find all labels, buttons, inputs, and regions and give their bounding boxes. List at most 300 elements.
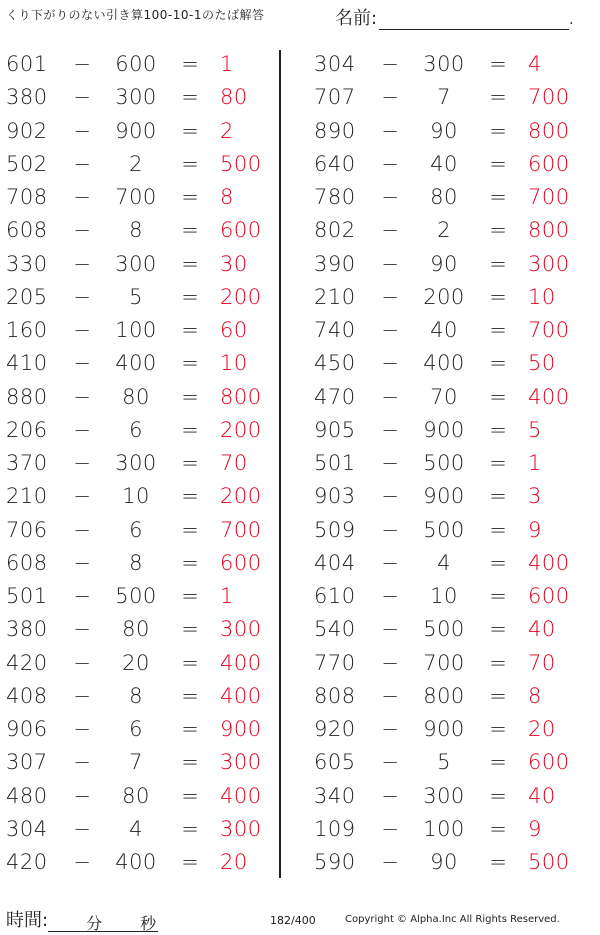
minuend: 903 <box>314 484 356 509</box>
minus-sign: − <box>73 85 91 110</box>
subtrahend: 400 <box>115 351 157 376</box>
name-blank-line[interactable] <box>379 13 569 30</box>
answer: 40 <box>528 617 556 642</box>
minus-sign: − <box>73 683 91 708</box>
subtrahend: 10 <box>122 484 150 509</box>
subtrahend: 400 <box>115 850 157 874</box>
problem-row <box>0 780 290 813</box>
subtrahend: 40 <box>430 318 458 342</box>
problem-row <box>308 48 598 81</box>
problem-row <box>0 514 290 547</box>
minuend: 540 <box>314 617 356 642</box>
problem-row <box>308 115 598 148</box>
minus-sign: − <box>73 783 91 808</box>
minuend: 707 <box>314 85 356 110</box>
minuend: 206 <box>6 417 48 442</box>
answer: 20 <box>528 717 556 741</box>
minuend: 706 <box>6 517 48 542</box>
subtrahend: 100 <box>423 816 465 841</box>
subtrahend: 4 <box>437 550 451 575</box>
equals-sign: = <box>181 850 199 874</box>
problem-row <box>0 314 290 347</box>
answer: 50 <box>528 351 556 376</box>
minus-sign: − <box>73 318 91 342</box>
subtrahend: 4 <box>129 816 143 841</box>
problem-row <box>0 680 290 713</box>
equals-sign: = <box>181 351 199 376</box>
answer: 300 <box>220 750 262 775</box>
minuend: 404 <box>314 550 356 575</box>
problem-row <box>0 846 290 879</box>
equals-sign: = <box>181 650 199 675</box>
answer: 30 <box>220 251 248 276</box>
minuend: 210 <box>6 484 48 509</box>
subtrahend: 300 <box>423 783 465 808</box>
minuend: 708 <box>6 185 48 209</box>
problem-row <box>0 81 290 114</box>
minus-sign: − <box>381 783 399 808</box>
minus-sign: − <box>73 417 91 442</box>
equals-sign: = <box>489 717 507 741</box>
subtrahend: 2 <box>129 151 143 176</box>
minus-sign: − <box>381 584 399 608</box>
answer: 400 <box>220 650 262 675</box>
minuend: 304 <box>314 52 356 76</box>
minus-sign: − <box>73 550 91 575</box>
subtrahend: 600 <box>115 52 157 76</box>
equals-sign: = <box>489 284 507 309</box>
equals-sign: = <box>489 451 507 475</box>
problem-row <box>308 547 598 580</box>
subtrahend: 200 <box>423 284 465 309</box>
minus-sign: − <box>381 118 399 143</box>
subtrahend: 8 <box>129 550 143 575</box>
equals-sign: = <box>489 517 507 542</box>
minuend: 160 <box>6 318 48 342</box>
minus-sign: − <box>381 484 399 509</box>
minus-sign: − <box>73 617 91 642</box>
minuend: 590 <box>314 850 356 874</box>
minuend: 370 <box>6 451 48 475</box>
minuend: 470 <box>314 384 356 409</box>
minus-sign: − <box>73 816 91 841</box>
name-label: 名前: <box>335 8 378 29</box>
problem-row <box>308 613 598 646</box>
minuend: 304 <box>6 816 48 841</box>
answer: 800 <box>528 218 570 243</box>
answer: 400 <box>528 384 570 409</box>
problem-row <box>0 48 290 81</box>
problem-row <box>0 148 290 181</box>
problem-row <box>308 746 598 779</box>
equals-sign: = <box>489 185 507 209</box>
equals-sign: = <box>181 417 199 442</box>
minuend: 780 <box>314 185 356 209</box>
problem-row <box>308 780 598 813</box>
equals-sign: = <box>489 484 507 509</box>
subtrahend: 5 <box>129 284 143 309</box>
minus-sign: − <box>73 118 91 143</box>
answer: 8 <box>528 683 542 708</box>
problem-row <box>308 214 598 247</box>
subtrahend: 400 <box>423 351 465 376</box>
answer: 700 <box>528 318 570 342</box>
minus-sign: − <box>381 750 399 775</box>
answer: 40 <box>528 783 556 808</box>
minuend: 205 <box>6 284 48 309</box>
equals-sign: = <box>489 417 507 442</box>
minuend: 808 <box>314 683 356 708</box>
minus-sign: − <box>381 850 399 874</box>
problem-row <box>0 480 290 513</box>
problem-row <box>308 514 598 547</box>
subtrahend: 8 <box>129 683 143 708</box>
subtrahend: 500 <box>115 584 157 608</box>
problem-row <box>308 846 598 879</box>
problem-row <box>0 580 290 613</box>
subtrahend: 7 <box>437 85 451 110</box>
minus-sign: − <box>73 384 91 409</box>
minus-sign: − <box>73 850 91 874</box>
minuend: 880 <box>6 384 48 409</box>
subtrahend: 100 <box>115 318 157 342</box>
equals-sign: = <box>181 584 199 608</box>
minus-sign: − <box>381 451 399 475</box>
minuend: 210 <box>314 284 356 309</box>
answer: 3 <box>528 484 542 509</box>
subtrahend: 10 <box>430 584 458 608</box>
time-label: 時間: <box>6 910 49 931</box>
equals-sign: = <box>489 683 507 708</box>
problem-row <box>0 214 290 247</box>
subtrahend: 900 <box>423 484 465 509</box>
answer: 500 <box>528 850 570 874</box>
equals-sign: = <box>489 218 507 243</box>
subtrahend: 700 <box>423 650 465 675</box>
minuend: 501 <box>314 451 356 475</box>
subtrahend: 500 <box>423 451 465 475</box>
minuend: 740 <box>314 318 356 342</box>
answer: 200 <box>220 417 262 442</box>
minuend: 307 <box>6 750 48 775</box>
minus-sign: − <box>381 650 399 675</box>
problem-row <box>308 148 598 181</box>
equals-sign: = <box>181 118 199 143</box>
answer: 800 <box>220 384 262 409</box>
right-problem-column <box>308 48 598 879</box>
minus-sign: − <box>381 384 399 409</box>
equals-sign: = <box>489 617 507 642</box>
problem-row <box>0 647 290 680</box>
minus-sign: − <box>381 550 399 575</box>
minus-sign: − <box>73 650 91 675</box>
minuend: 420 <box>6 850 48 874</box>
subtrahend: 70 <box>430 384 458 409</box>
subtrahend: 7 <box>129 750 143 775</box>
problem-row <box>0 713 290 746</box>
subtrahend: 6 <box>129 717 143 741</box>
answer: 300 <box>220 816 262 841</box>
equals-sign: = <box>489 584 507 608</box>
minuend: 450 <box>314 351 356 376</box>
equals-sign: = <box>181 284 199 309</box>
answer: 200 <box>220 284 262 309</box>
subtrahend: 300 <box>423 52 465 76</box>
answer: 200 <box>220 484 262 509</box>
subtrahend: 80 <box>122 617 150 642</box>
subtrahend: 300 <box>115 85 157 110</box>
problem-row <box>0 281 290 314</box>
answer: 400 <box>220 683 262 708</box>
answer: 2 <box>220 118 234 143</box>
subtrahend: 8 <box>129 218 143 243</box>
subtrahend: 2 <box>437 218 451 243</box>
minus-sign: − <box>73 517 91 542</box>
equals-sign: = <box>181 816 199 841</box>
equals-sign: = <box>489 650 507 675</box>
equals-sign: = <box>181 251 199 276</box>
minuend: 340 <box>314 783 356 808</box>
minus-sign: − <box>381 85 399 110</box>
equals-sign: = <box>181 218 199 243</box>
answer: 4 <box>528 52 542 76</box>
equals-sign: = <box>181 617 199 642</box>
minus-sign: − <box>381 816 399 841</box>
equals-sign: = <box>181 783 199 808</box>
subtrahend: 40 <box>430 151 458 176</box>
problem-row <box>0 447 290 480</box>
equals-sign: = <box>181 85 199 110</box>
answer: 60 <box>220 318 248 342</box>
minus-sign: − <box>381 318 399 342</box>
minus-sign: − <box>73 484 91 509</box>
minuend: 410 <box>6 351 48 376</box>
subtrahend: 90 <box>430 118 458 143</box>
problem-row <box>0 248 290 281</box>
problem-row <box>308 81 598 114</box>
subtrahend: 90 <box>430 251 458 276</box>
problem-row <box>308 314 598 347</box>
answer: 600 <box>528 584 570 608</box>
seconds-label: 秒 <box>140 914 157 933</box>
problem-row <box>0 613 290 646</box>
answer: 5 <box>528 417 542 442</box>
minus-sign: − <box>381 218 399 243</box>
equals-sign: = <box>181 451 199 475</box>
minuend: 509 <box>314 517 356 542</box>
minus-sign: − <box>73 251 91 276</box>
problem-row <box>308 347 598 380</box>
subtrahend: 80 <box>122 384 150 409</box>
minus-sign: − <box>73 218 91 243</box>
minus-sign: − <box>73 750 91 775</box>
problem-row <box>0 181 290 214</box>
answer: 900 <box>220 717 262 741</box>
time-field <box>6 906 158 932</box>
problem-row <box>0 547 290 580</box>
minuend: 420 <box>6 650 48 675</box>
equals-sign: = <box>489 151 507 176</box>
answer: 700 <box>528 185 570 209</box>
subtrahend: 5 <box>437 750 451 775</box>
worksheet-title: くり下がりのない引き算100-10-1のたば解答 <box>6 8 265 22</box>
equals-sign: = <box>181 717 199 741</box>
minuend: 380 <box>6 617 48 642</box>
minus-sign: − <box>381 517 399 542</box>
equals-sign: = <box>181 484 199 509</box>
minus-sign: − <box>73 185 91 209</box>
answer: 600 <box>220 218 262 243</box>
equals-sign: = <box>181 550 199 575</box>
subtrahend: 500 <box>423 517 465 542</box>
problem-row <box>308 813 598 846</box>
equals-sign: = <box>181 750 199 775</box>
name-field <box>335 4 574 30</box>
answer: 1 <box>528 451 542 475</box>
minuend: 605 <box>314 750 356 775</box>
minus-sign: − <box>73 351 91 376</box>
minus-sign: − <box>73 717 91 741</box>
subtrahend: 6 <box>129 417 143 442</box>
subtrahend: 80 <box>122 783 150 808</box>
equals-sign: = <box>489 783 507 808</box>
equals-sign: = <box>181 517 199 542</box>
minus-sign: − <box>73 451 91 475</box>
subtrahend: 500 <box>423 617 465 642</box>
minus-sign: − <box>381 251 399 276</box>
answer: 70 <box>220 451 248 475</box>
answer: 600 <box>220 550 262 575</box>
minus-sign: − <box>381 683 399 708</box>
subtrahend: 700 <box>115 185 157 209</box>
minus-sign: − <box>73 284 91 309</box>
problem-row <box>308 447 598 480</box>
problem-row <box>308 480 598 513</box>
equals-sign: = <box>489 251 507 276</box>
minuend: 802 <box>314 218 356 243</box>
equals-sign: = <box>489 52 507 76</box>
minuend: 408 <box>6 683 48 708</box>
equals-sign: = <box>181 318 199 342</box>
problem-row <box>0 347 290 380</box>
problem-row <box>308 414 598 447</box>
answer: 1 <box>220 52 234 76</box>
minus-sign: − <box>381 151 399 176</box>
minuend: 610 <box>314 584 356 608</box>
minuend: 640 <box>314 151 356 176</box>
minuend: 906 <box>6 717 48 741</box>
answer: 10 <box>220 351 248 376</box>
minuend: 109 <box>314 816 356 841</box>
answer: 600 <box>528 151 570 176</box>
problem-row <box>308 647 598 680</box>
subtrahend: 300 <box>115 451 157 475</box>
minus-sign: − <box>73 584 91 608</box>
problem-row <box>0 813 290 846</box>
subtrahend: 300 <box>115 251 157 276</box>
subtrahend: 900 <box>115 118 157 143</box>
problem-row <box>308 381 598 414</box>
minus-sign: − <box>73 52 91 76</box>
equals-sign: = <box>489 550 507 575</box>
minuend: 380 <box>6 85 48 110</box>
equals-sign: = <box>489 850 507 874</box>
problem-row <box>308 281 598 314</box>
problem-row <box>308 713 598 746</box>
equals-sign: = <box>181 151 199 176</box>
answer: 9 <box>528 517 542 542</box>
answer: 9 <box>528 816 542 841</box>
minuend: 890 <box>314 118 356 143</box>
equals-sign: = <box>181 683 199 708</box>
minuend: 330 <box>6 251 48 276</box>
subtrahend: 900 <box>423 717 465 741</box>
minus-sign: − <box>381 284 399 309</box>
minus-sign: − <box>381 52 399 76</box>
minuend: 502 <box>6 151 48 176</box>
minus-sign: − <box>381 351 399 376</box>
answer: 300 <box>528 251 570 276</box>
minuend: 770 <box>314 650 356 675</box>
subtrahend: 20 <box>122 650 150 675</box>
minus-sign: − <box>381 617 399 642</box>
equals-sign: = <box>489 816 507 841</box>
equals-sign: = <box>489 750 507 775</box>
answer: 800 <box>528 118 570 143</box>
page-number: 182/400 <box>270 914 316 927</box>
equals-sign: = <box>489 318 507 342</box>
equals-sign: = <box>489 85 507 110</box>
time-blank-line[interactable] <box>48 913 158 932</box>
equals-sign: = <box>489 118 507 143</box>
equals-sign: = <box>181 185 199 209</box>
minus-sign: − <box>381 717 399 741</box>
subtrahend: 800 <box>423 683 465 708</box>
minuend: 501 <box>6 584 48 608</box>
answer: 500 <box>220 151 262 176</box>
equals-sign: = <box>489 384 507 409</box>
equals-sign: = <box>181 52 199 76</box>
minuend: 902 <box>6 118 48 143</box>
minuend: 390 <box>314 251 356 276</box>
minuend: 920 <box>314 717 356 741</box>
problem-row <box>308 680 598 713</box>
answer: 80 <box>220 85 248 110</box>
subtrahend: 6 <box>129 517 143 542</box>
equals-sign: = <box>489 351 507 376</box>
answer: 70 <box>528 650 556 675</box>
problem-row <box>308 248 598 281</box>
answer: 700 <box>220 517 262 542</box>
answer: 8 <box>220 185 234 209</box>
minuend: 905 <box>314 417 356 442</box>
minutes-label: 分 <box>86 914 103 933</box>
answer: 400 <box>220 783 262 808</box>
subtrahend: 80 <box>430 185 458 209</box>
subtrahend: 90 <box>430 850 458 874</box>
problem-row <box>308 580 598 613</box>
minus-sign: − <box>381 417 399 442</box>
minuend: 480 <box>6 783 48 808</box>
answer: 1 <box>220 584 234 608</box>
minuend: 601 <box>6 52 48 76</box>
answer: 400 <box>528 550 570 575</box>
problem-row <box>0 115 290 148</box>
answer: 300 <box>220 617 262 642</box>
minuend: 608 <box>6 218 48 243</box>
equals-sign: = <box>181 384 199 409</box>
copyright-notice: Copyright © Alpha.Inc All Rights Reserved. <box>345 914 560 925</box>
